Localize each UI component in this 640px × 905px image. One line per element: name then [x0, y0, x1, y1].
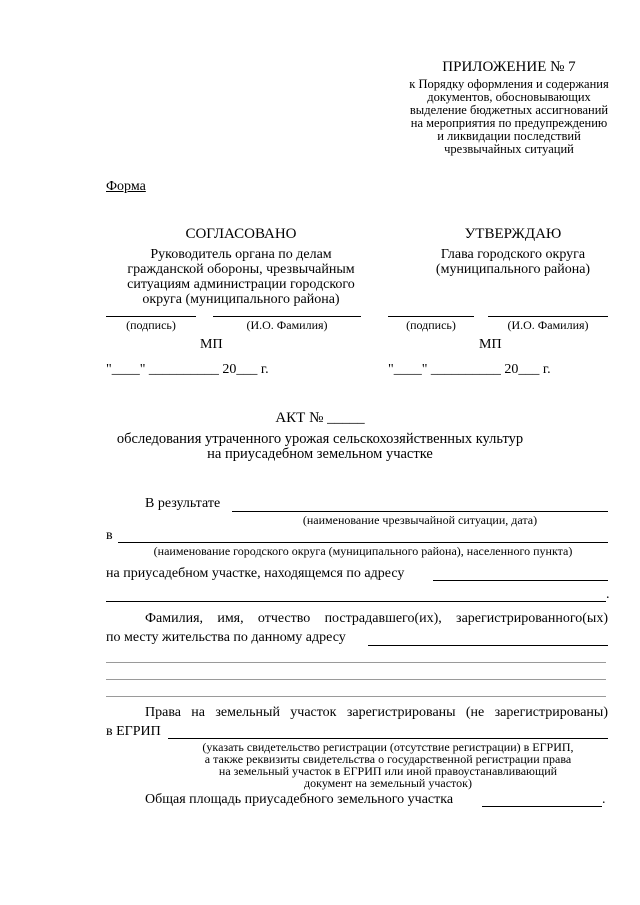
- left-signature-caption: (подпись): [126, 318, 176, 332]
- agreed-heading: СОГЛАСОВАНО: [185, 226, 297, 242]
- appendix-line: выделение бюджетных ассигнований: [409, 103, 609, 117]
- appendix-line: и ликвидации последствий: [437, 129, 581, 143]
- approved-position-line: (муниципального района): [435, 262, 591, 277]
- location-field[interactable]: [118, 542, 608, 543]
- approved-heading: УТВЕРЖДАЮ: [464, 226, 562, 242]
- victim-text-line-1: Фамилия, имя, отчество пострадавшего(их), зарегистрированного(ых): [145, 611, 608, 626]
- rights-text-line-2: в ЕГРИП: [106, 724, 161, 739]
- location-hint: (наименование городского округа (муниципального района), населенного пункта): [153, 544, 573, 558]
- victim-field[interactable]: [368, 645, 608, 646]
- result-field[interactable]: [232, 511, 608, 512]
- form-label: Форма: [106, 179, 146, 194]
- right-date-field[interactable]: "____" __________ 20___ г.: [388, 362, 551, 377]
- appendix-line: к Порядку оформления и содержания: [409, 77, 609, 91]
- agreed-position: [106, 247, 376, 307]
- agreed-position-line: ситуациям администрации городского: [127, 277, 355, 292]
- victim-field-3[interactable]: [106, 679, 606, 680]
- act-title: АКТ № _____: [275, 410, 365, 426]
- appendix-header: [388, 58, 630, 156]
- right-signature-caption: (подпись): [406, 318, 456, 332]
- area-period: .: [602, 792, 606, 807]
- rights-text-line-1: Права на земельный участок зарегистрированы (не зарегистрированы): [145, 705, 608, 720]
- plot-address-label: на приусадебном участке, находящемся по адресу: [106, 566, 405, 581]
- rights-hint-line: (указать свидетельство регистрации (отсутствие регистрации) в ЕГРИП,: [202, 740, 574, 754]
- left-name-line[interactable]: [213, 316, 361, 317]
- left-date-field[interactable]: "____" __________ 20___ г.: [106, 362, 269, 377]
- result-hint: (наименование чрезвычайной ситуации, дата): [302, 513, 538, 527]
- approved-position-line: Глава городского округа: [440, 247, 586, 262]
- rights-hint-line: а также реквизиты свидетельства о государственной регистрации права: [204, 752, 572, 766]
- right-seal-mark: МП: [479, 337, 502, 352]
- plot-address-field-2[interactable]: [106, 601, 606, 602]
- victim-text-line-2: по месту жительства по данному адресу: [106, 630, 346, 645]
- victim-field-2[interactable]: [106, 662, 606, 663]
- right-signature-line[interactable]: [388, 316, 474, 317]
- victim-field-4[interactable]: [106, 696, 606, 697]
- rights-hint: [168, 741, 608, 789]
- right-name-caption: (И.О. Фамилия): [507, 318, 589, 332]
- plot-address-period: .: [606, 587, 610, 602]
- left-seal-mark: МП: [200, 337, 223, 352]
- act-subtitle-line: обследования утраченного урожая сельскохозяйственных культур: [116, 431, 524, 447]
- area-field[interactable]: [482, 806, 602, 807]
- result-label: В результате: [145, 496, 221, 511]
- approved-position: [388, 247, 638, 277]
- appendix-text: [388, 78, 630, 156]
- appendix-title: ПРИЛОЖЕНИЕ № 7: [442, 59, 576, 75]
- rights-hint-line: документ на земельный участок): [304, 776, 472, 790]
- rights-field[interactable]: [168, 738, 608, 739]
- act-subtitle: [0, 432, 640, 462]
- appendix-line: на мероприятия по предупреждению: [410, 116, 608, 130]
- left-name-caption: (И.О. Фамилия): [246, 318, 328, 332]
- agreed-position-line: гражданской обороны, чрезвычайным: [127, 262, 355, 277]
- agreed-position-line: округа (муниципального района): [142, 292, 340, 307]
- agreed-position-line: Руководитель органа по делам: [150, 247, 332, 262]
- plot-address-field[interactable]: [433, 580, 608, 581]
- left-signature-line[interactable]: [106, 316, 196, 317]
- in-label: в: [106, 528, 113, 543]
- rights-hint-line: на земельный участок в ЕГРИП или иной правоустанавливающий: [218, 764, 558, 778]
- appendix-line: чрезвычайных ситуаций: [444, 142, 574, 156]
- right-name-line[interactable]: [488, 316, 608, 317]
- area-label: Общая площадь приусадебного земельного участка: [145, 792, 454, 807]
- appendix-line: документов, обосновывающих: [427, 90, 591, 104]
- act-subtitle-line: на приусадебном земельном участке: [207, 446, 433, 462]
